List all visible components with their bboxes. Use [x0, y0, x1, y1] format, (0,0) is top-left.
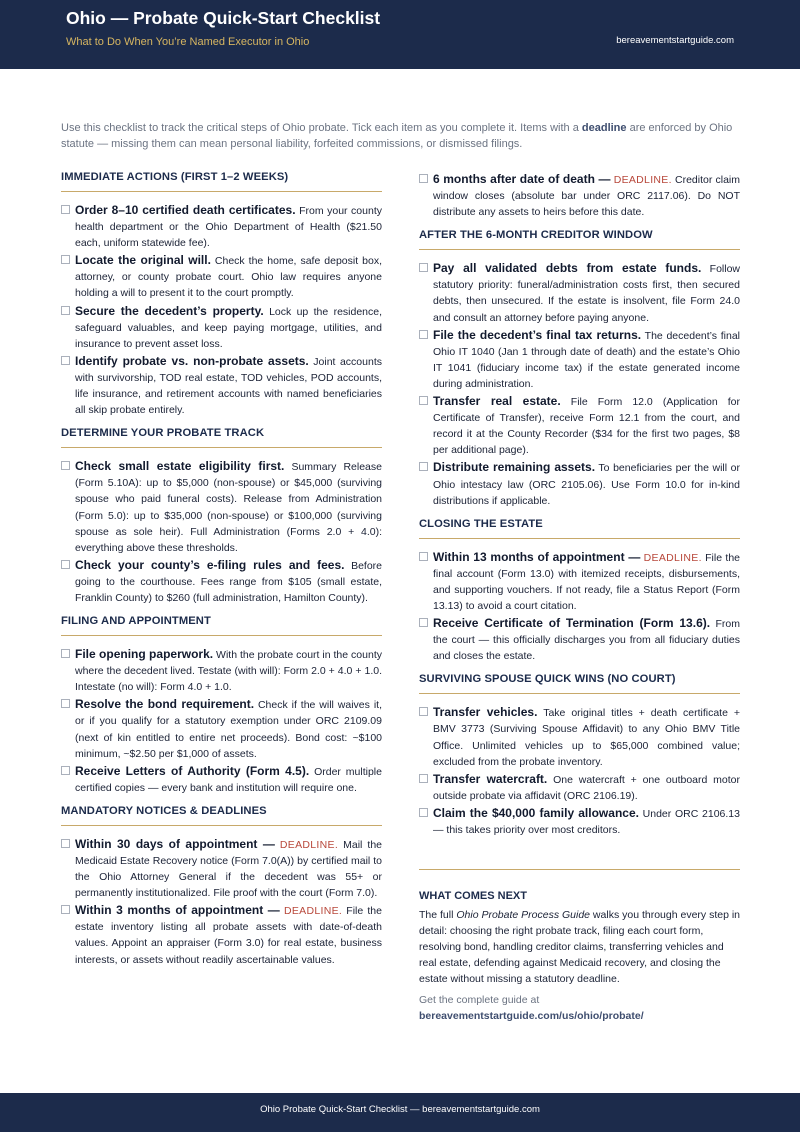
checklist-item: Locate the original will. Check the home, safe deposit box, attorney, or county probate court. Ohio law requires anyone holding a will to present it to the court promptly.: [61, 252, 382, 301]
checklist-item: Identify probate vs. non-probate assets. Joint accounts with survivorship, TOD real estate, TOD vehicles, POD accounts, life insurance, and retirement accounts with named beneficiaries all skip probate entirely.: [61, 353, 382, 418]
left-column: [61, 171, 382, 969]
deadline-tag: DEADLINE.: [283, 905, 343, 918]
checklist-item: Check small estate eligibility first. Summary Release (Form 5.10A): up to $5,000 (non-spouse) or $45,000 (surviving spouse who paid funeral costs). Release from Administration (Form 5.0): up to $35,000 (non-spouse) or $100,000 (surviving spouse as sole heir). Full Administration (Forms 2.0 + 4.0): everything above these thresholds.: [61, 458, 382, 556]
section-after-creditor-window: [419, 229, 740, 508]
checkbox[interactable]: [61, 560, 70, 569]
checklist-item: 6 months after date of death — DEADLINE. Creditor claim window closes (absolute bar under ORC 2117.06). Do NOT distribute any assets to heirs before this date.: [419, 171, 740, 220]
guide-link[interactable]: bereavementstartguide.com/us/ohio/probate/: [419, 1010, 644, 1023]
checkbox[interactable]: [61, 255, 70, 264]
checkbox[interactable]: [419, 462, 428, 471]
checkbox[interactable]: [61, 649, 70, 658]
checklist-item: Within 30 days of appointment — DEADLINE. Mail the Medicaid Estate Recovery notice (Form 7.0(A)) by certified mail to the Ohio Attorney General if the decedent was 55+ or permanently institutionalized. File proof with the court (Form 7.0).: [61, 836, 382, 901]
checklist-item: Receive Certificate of Termination (Form 13.6). From the court — this officially discharges you from all fiduciary duties and closes the estate.: [419, 615, 740, 664]
page-footer: [0, 1093, 800, 1132]
checkbox[interactable]: [419, 774, 428, 783]
section-immediate-actions: [61, 171, 382, 418]
next-paragraph: The full Ohio Probate Process Guide walks you through every step in detail: choosing the right probate track, filing each court form, resolving bond, handling creditor claims, transferring vehicles and real estate, defending against Medicaid recovery, and closing the estate without missing a statutory deadline.: [419, 909, 741, 986]
checkbox[interactable]: [419, 174, 428, 183]
checklist-item: Order 8–10 certified death certificates. From your county health department or the Ohio Department of Health ($21.50 each, uniform statewide fee).: [61, 202, 382, 251]
deadline-tag: DEADLINE.: [279, 838, 339, 851]
section-heading: DETERMINE YOUR PROBATE TRACK: [61, 427, 265, 440]
checkbox[interactable]: [419, 396, 428, 405]
checklist-item: File the decedent’s final tax returns. The decedent’s final Ohio IT 1040 (Jan 1 through date of death) and the estate’s Ohio IT 1041 (fiduciary income tax) if the estate generated income during administration.: [419, 327, 740, 392]
checkbox[interactable]: [419, 263, 428, 272]
checklist-item: Within 3 months of appointment — DEADLINE. File the estate inventory listing all probate assets with date-of-death values. Appoint an appraiser (Form 3.0) for real estate, business interests, or assets without readily ascertainable values.: [61, 902, 382, 967]
checkbox[interactable]: [61, 766, 70, 775]
header-site-link[interactable]: bereavementstartguide.com: [616, 35, 734, 46]
checklist-item: File opening paperwork. With the probate court in the county where the decedent lived. Testate (with will): Form 2.0 + 4.0 + 1.0. Intestate (no will): Form 4.0 + 1.0.: [61, 646, 382, 695]
section-filing-appointment: [61, 615, 382, 796]
deadline-tag: DEADLINE.: [643, 551, 702, 564]
checklist-item: Pay all validated debts from estate funds. Follow statutory priority: funeral/administration costs first, then secured debts, then unsecured. If the estate is insolvent, file Form 24.0 and consult an attorney before paying anyone.: [419, 260, 740, 325]
section-heading: IMMEDIATE ACTIONS (FIRST 1–2 WEEKS): [61, 171, 289, 183]
right-column: [419, 171, 740, 1024]
checkbox[interactable]: [61, 905, 70, 914]
page-header: [0, 0, 800, 69]
checklist-item: Check your county’s e-filing rules and fees. Before going to the courthouse. Fees range from $105 (small estate, Franklin County) to $260 (full administration, Hamilton County).: [61, 557, 382, 606]
checkbox[interactable]: [419, 618, 428, 627]
checklist-item: Transfer watercraft. One watercraft + one outboard motor outside probate via affidavit (ORC 2106.19).: [419, 771, 740, 804]
checkbox[interactable]: [61, 461, 70, 470]
checkbox[interactable]: [419, 552, 428, 561]
section-surviving-spouse: [419, 673, 740, 838]
guide-name: Ohio Probate Process Guide: [456, 909, 591, 922]
checkbox[interactable]: [419, 330, 428, 339]
page-title: Ohio — Probate Quick-Start Checklist: [66, 8, 381, 28]
checklist-item: Claim the $40,000 family allowance. Under ORC 2106.13 — this takes priority over most creditors.: [419, 805, 740, 838]
deadline-tag: DEADLINE.: [613, 174, 672, 186]
checkbox[interactable]: [61, 205, 70, 214]
section-closing-estate: [419, 518, 740, 665]
section-heading: FILING AND APPOINTMENT: [61, 615, 211, 628]
checkbox[interactable]: [61, 306, 70, 315]
section-what-comes-next: [419, 890, 740, 1024]
checkbox[interactable]: [419, 707, 428, 716]
section-heading: MANDATORY NOTICES & DEADLINES: [61, 804, 267, 817]
checklist-item: Transfer vehicles. Take original titles + death certificate + BMV 3773 (Surviving Spouse Affidavit) to any Ohio BMV Title Office. Unlimited vehicles up to $65,000 combined value; excluded from the probate inventory.: [419, 704, 740, 769]
checklist-item: Receive Letters of Authority (Form 4.5). Order multiple certified copies — every bank and institution will require one.: [61, 763, 382, 796]
checklist-item: Distribute remaining assets. To beneficiaries per the will or Ohio intestacy law (ORC 2105.06). Use Form 10.0 for in-kind distributions if applicable.: [419, 459, 740, 508]
checklist-item: Transfer real estate. File Form 12.0 (Application for Certificate of Transfer), receive Form 12.1 from the court, and record it at the County Recorder ($34 for the first two pages, $8 per additional page).: [419, 393, 740, 458]
section-heading: WHAT COMES NEXT: [419, 890, 527, 903]
checkbox[interactable]: [61, 839, 70, 848]
section-heading: SURVIVING SPOUSE QUICK WINS (NO COURT): [419, 673, 676, 686]
section-heading: CLOSING THE ESTATE: [419, 517, 543, 530]
checklist-item: Within 13 months of appointment — DEADLINE. File the final account (Form 13.0) with itemized receipts, disbursements, and supporting vouchers. If not ready, file a Status Report (Form 13.13) to avoid a court citation.: [419, 549, 740, 614]
footer-text: Ohio Probate Quick-Start Checklist — bereavementstartguide.com: [260, 1104, 540, 1115]
page-subtitle: What to Do When You’re Named Executor in Ohio: [66, 36, 310, 48]
section-mandatory-notices: [61, 805, 382, 968]
cta-text: Get the complete guide at: [419, 994, 540, 1007]
checklist-item: Resolve the bond requirement. Check if the will waives it, or if you qualify for a statutory exemption under ORC 2109.09 (next of kin entitled to entire net proceeds). Bond cost: ~$100 minimum, ~$2.50 per $1,000 of assets.: [61, 696, 382, 761]
section-probate-track: [61, 427, 382, 606]
checklist-item: Secure the decedent’s property. Lock up the residence, safeguard valuables, and keep paying mortgage, utilities, and insurance to prevent asset loss.: [61, 303, 382, 352]
intro-paragraph: Use this checklist to track the critical steps of Ohio probate. Tick each item as you complete it. Items with a deadline are enforced by Ohio statute — missing them can mean personal liability, forfeited commissions, or dismissed filings.: [61, 122, 733, 150]
checkbox[interactable]: [61, 356, 70, 365]
checkbox[interactable]: [419, 808, 428, 817]
checkbox[interactable]: [61, 699, 70, 708]
section-heading: AFTER THE 6-MONTH CREDITOR WINDOW: [419, 229, 653, 242]
